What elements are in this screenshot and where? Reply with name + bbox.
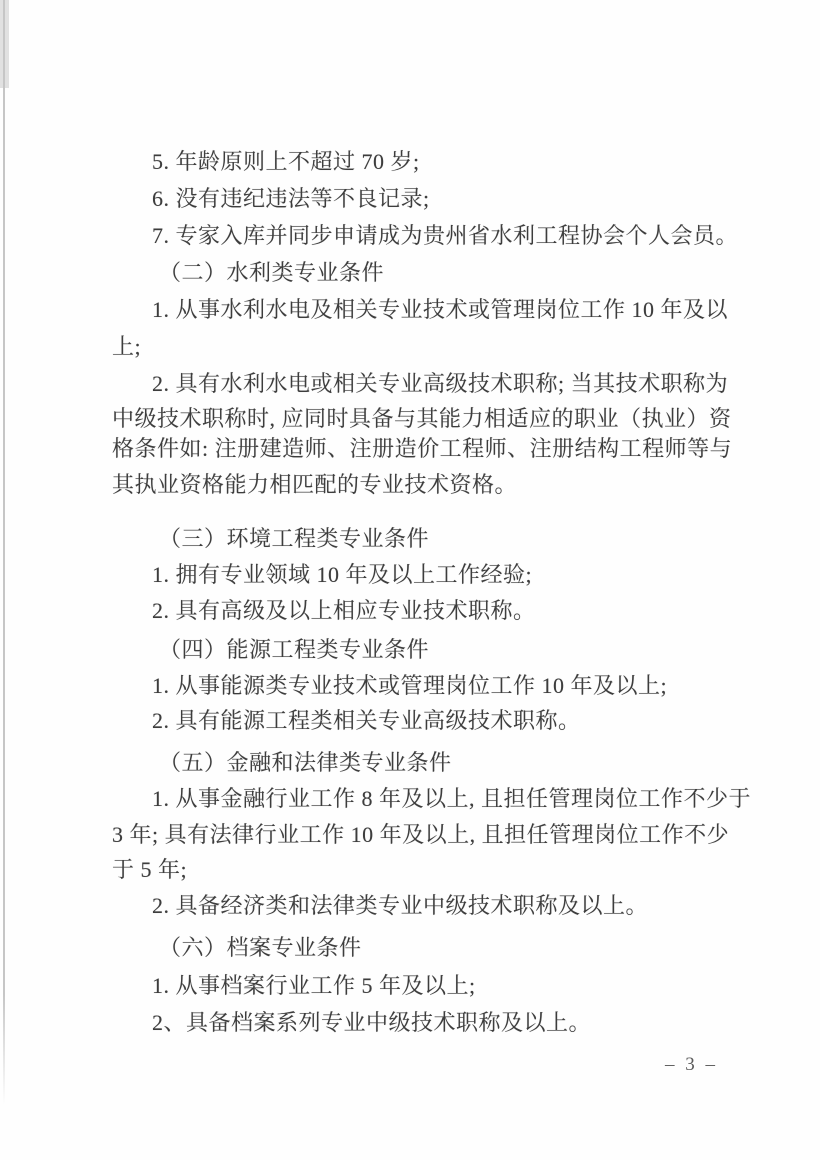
section-heading: （二）水利类专业条件: [159, 260, 385, 285]
text-line: 于 5 年;: [112, 857, 188, 882]
text-line: 格条件如: 注册建造师、注册造价工程师、注册结构工程师等与: [112, 436, 733, 461]
text-line: 7. 专家入库并同步申请成为贵州省水利工程协会个人会员。: [152, 223, 739, 248]
text-line: 1. 从事水利水电及相关专业技术或管理岗位工作 10 年及以: [152, 297, 729, 322]
text-line: 5. 年龄原则上不超过 70 岁;: [152, 149, 420, 174]
text-line: 3 年; 具有法律行业工作 10 年及以上, 且担任管理岗位工作不少: [112, 822, 730, 847]
section-heading: （四）能源工程类专业条件: [159, 637, 430, 662]
section-heading: （五）金融和法律类专业条件: [159, 750, 452, 775]
section-heading: （三）环境工程类专业条件: [159, 526, 430, 551]
text-line: 上;: [112, 334, 142, 359]
text-line: 中级技术职称时, 应同时具备与其能力相适应的职业（执业）资: [112, 406, 732, 431]
text-line: 1. 从事档案行业工作 5 年及以上;: [152, 973, 476, 998]
page-number: – 3 –: [665, 1054, 718, 1075]
text-line: 1. 拥有专业领域 10 年及以上工作经验;: [152, 562, 533, 587]
text-line: 其执业资格能力相匹配的专业技术资格。: [112, 472, 518, 497]
section-heading: （六）档案专业条件: [159, 935, 362, 960]
text-line: 2. 具有能源工程类相关专业高级技术职称。: [152, 708, 581, 733]
text-line: 2、具备档案系列专业中级技术职称及以上。: [152, 1010, 592, 1035]
text-line: 1. 从事金融行业工作 8 年及以上, 且担任管理岗位工作不少于: [152, 786, 752, 811]
text-line: 2. 具备经济类和法律类专业中级技术职称及以上。: [152, 893, 649, 918]
text-line: 6. 没有违纪违法等不良记录;: [152, 186, 430, 211]
text-line: 1. 从事能源类专业技术或管理岗位工作 10 年及以上;: [152, 673, 668, 698]
text-line: 2. 具有水利水电或相关专业高级技术职称; 当其技术职称为: [152, 371, 729, 396]
scan-edge-line: [3, 0, 5, 1105]
text-line: 2. 具有高级及以上相应专业技术职称。: [152, 598, 536, 623]
